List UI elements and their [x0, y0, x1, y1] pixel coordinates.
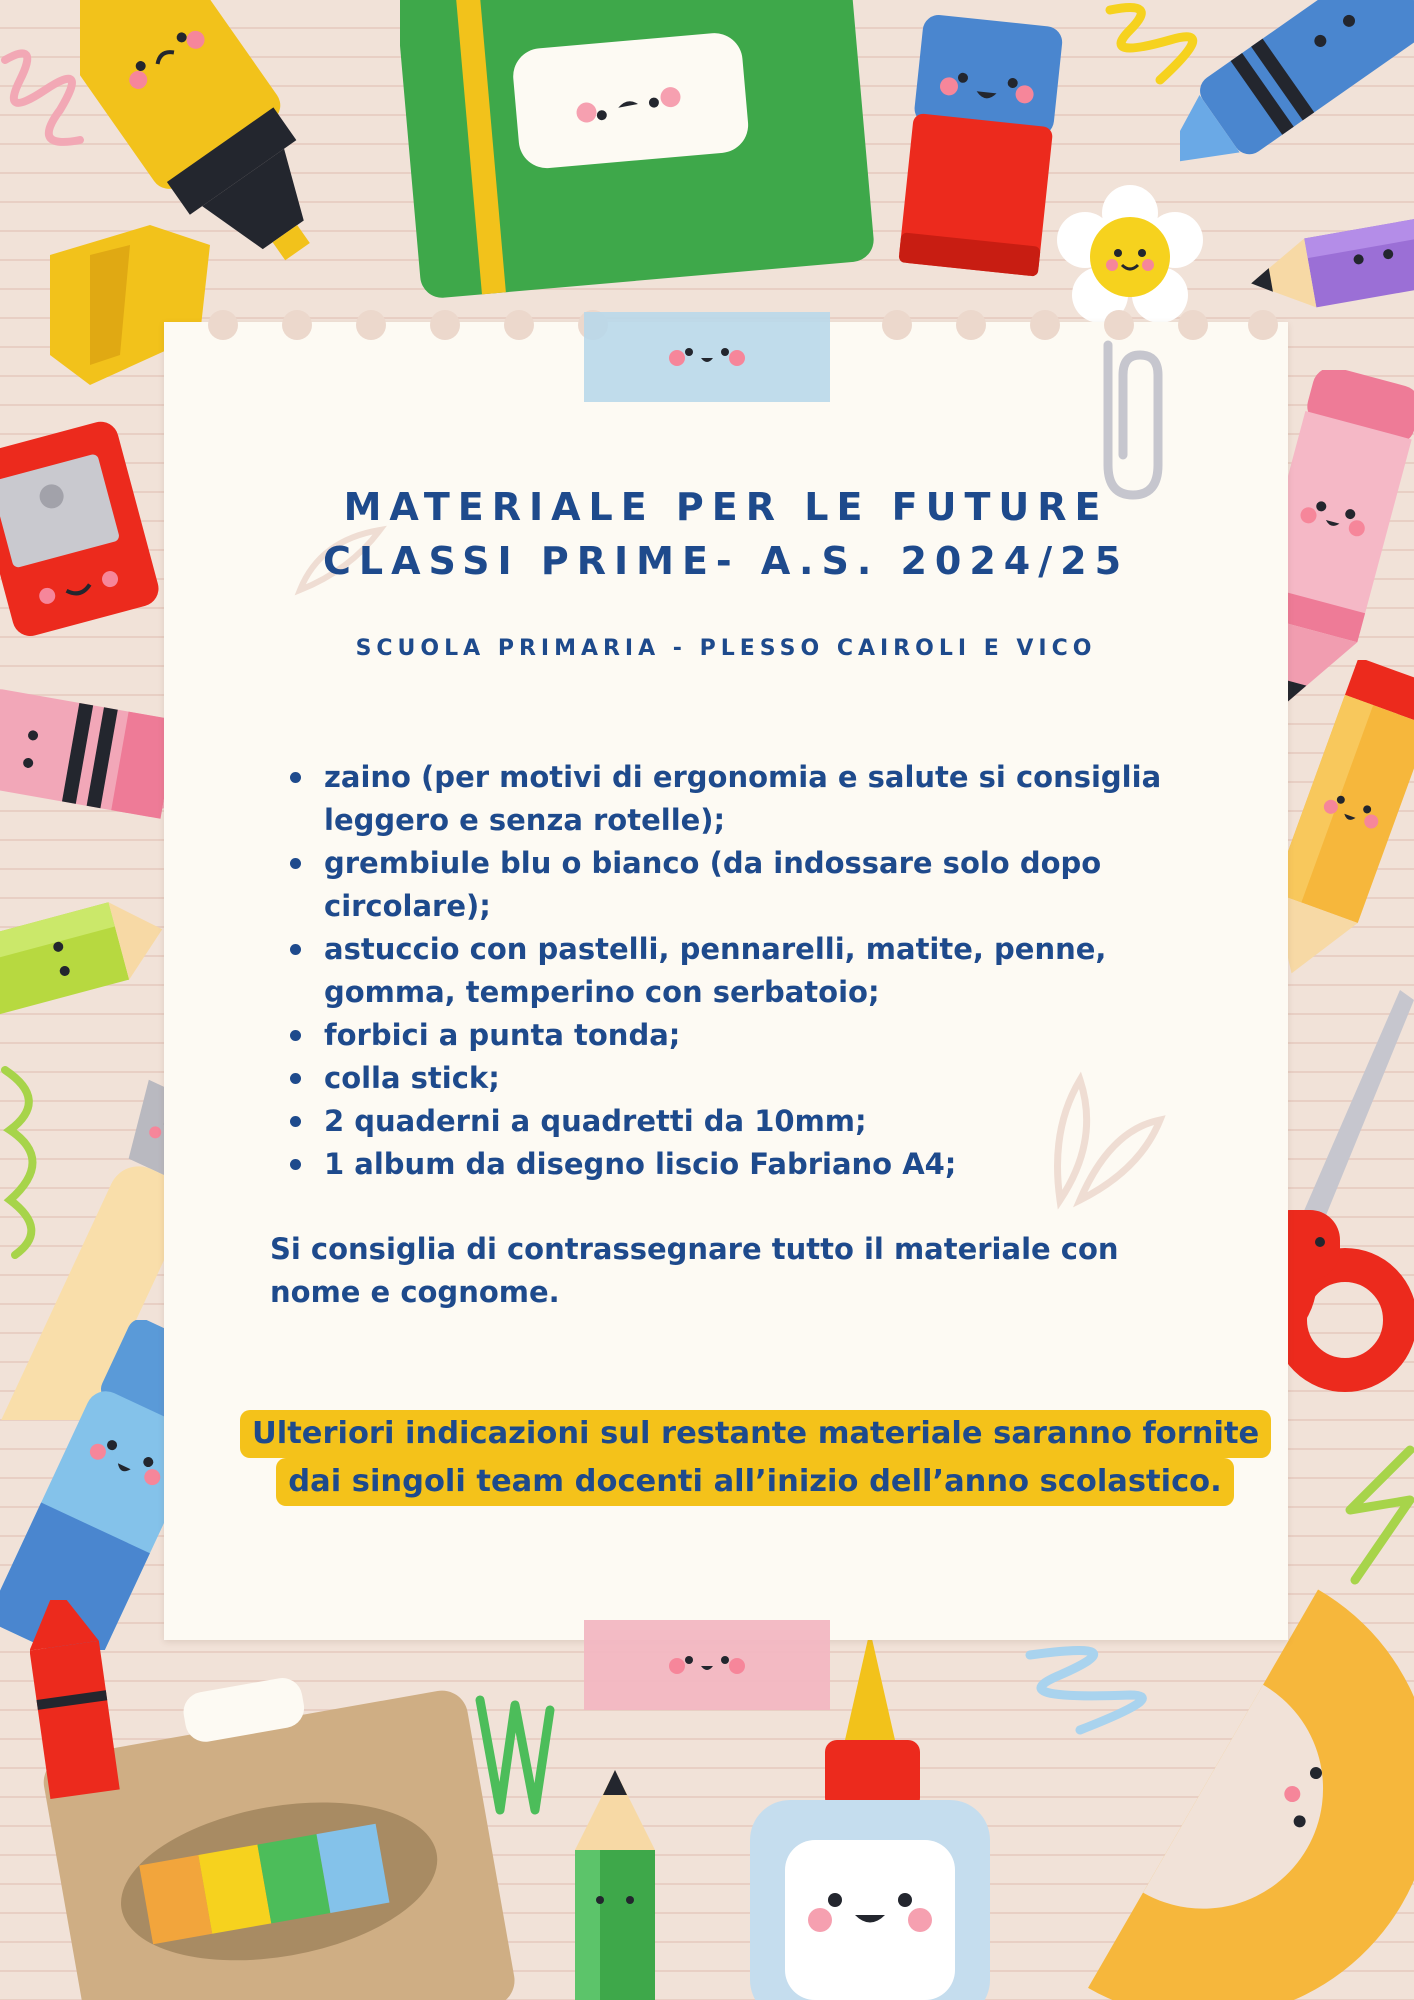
bullet-icon — [290, 772, 301, 783]
sharpener-icon — [0, 400, 160, 650]
washi-tape-icon — [584, 312, 830, 402]
washi-tape-icon — [584, 1620, 830, 1710]
page-title — [164, 480, 1288, 588]
list-item: astuccio con pastelli, pennarelli, matite, penne, gomma, temperino con serbatoio; — [270, 928, 1170, 1014]
list-item: 1 album da disegno liscio Fabriano A4; — [270, 1143, 1170, 1186]
bullet-icon — [290, 1030, 301, 1041]
pencil-icon — [560, 1770, 670, 2000]
title-line-2: CLASSI PRIME- A.S. 2024/25 — [322, 539, 1130, 583]
bullet-icon — [290, 1159, 301, 1170]
bullet-icon — [290, 858, 301, 869]
note-text: Si consiglia di contrassegnare tutto il materiale con nome e cognome. — [270, 1232, 1119, 1309]
highlight-line-2: dai singoli team docenti all’inizio dell’anno scolastico. — [276, 1458, 1233, 1506]
bullet-icon — [290, 1073, 301, 1084]
crayon-box-icon — [30, 1600, 530, 2000]
list-item: zaino (per motivi di ergonomia e salute si consiglia leggero e senza rotelle); — [270, 756, 1170, 842]
list-item: 2 quaderni a quadretti da 10mm; — [270, 1100, 1170, 1143]
crayon-icon — [1180, 0, 1414, 200]
page-subtitle: SCUOLA PRIMARIA - PLESSO CAIROLI E VICO — [355, 636, 1097, 661]
highlight-line-1: Ulteriori indicazioni sul restante materiale saranno fornite — [240, 1410, 1271, 1458]
list-item: colla stick; — [270, 1057, 1170, 1100]
materials-list — [270, 756, 1170, 1186]
bullet-icon — [290, 1116, 301, 1127]
bullet-icon — [290, 944, 301, 955]
title-line-1: MATERIALE PER LE FUTURE — [343, 485, 1109, 529]
list-item: grembiule blu o bianco (da indossare solo dopo circolare); — [270, 842, 1170, 928]
list-item: forbici a punta tonda; — [270, 1014, 1170, 1057]
notebook-icon — [400, 0, 880, 310]
highlight-note — [240, 1410, 1270, 1506]
